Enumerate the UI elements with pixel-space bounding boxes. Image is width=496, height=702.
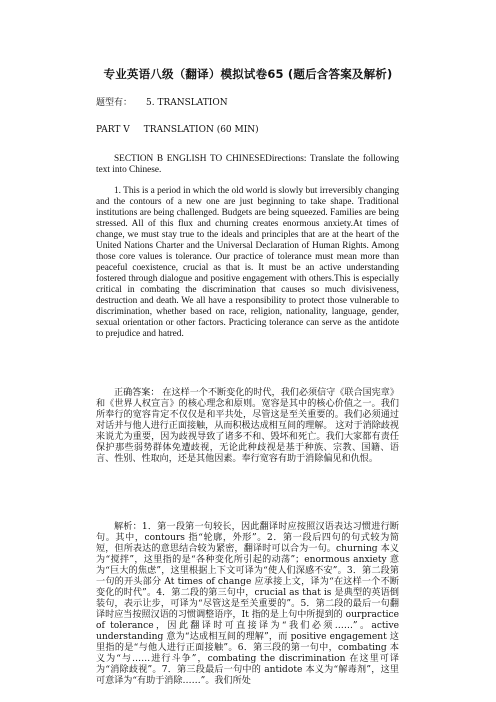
part-value: TRANSLATION (60 MIN) (143, 125, 259, 135)
answer-block (96, 388, 399, 465)
question-type-line (96, 98, 228, 109)
source-text: This is a period in which the old world is slowly but irreversibly changing and the contours of a new one are just beginning to take shape. Traditional institutions are being challenged. Budgets are being squeezed. Families are being stressed. All of this flux and churning creates enormous anxiety.At times of change, we must stay true to the ideals and principles that are at the heart of the United Nations Charter and the Universal Declaration of Human Rights. Among those core values is tolerance. Our practice of tolerance must mean more than peaceful coexistence, crucial as that is. It must be an active understanding fostered through dialogue and positive engagement with others.This is especially critical in combating the discrimination that causes so much divisiveness, destruction and death. We all have a responsibility to protect those vulnerable to discrimination, whether based on race, religion, nationality, language, gender, sexual orientation or other factors. Practicing tolerance can serve as the antidote to prejudice and hatred. (96, 186, 399, 339)
section-directions: SECTION B ENGLISH TO CHINESEDirections: Translate the following text into Chinese. (96, 154, 399, 175)
page-title: 专业英语八级（翻译）模拟试卷65 (题后含答案及解析) (103, 67, 393, 81)
question-type-value: 5. TRANSLATION (146, 98, 228, 108)
question-type-label: 题型有： (96, 98, 133, 108)
part-label: PART V (96, 125, 130, 135)
question-number: 1. (114, 186, 121, 196)
part-heading (96, 125, 259, 136)
answer-label: 正确答案： (114, 388, 160, 398)
source-passage (96, 186, 399, 340)
analysis-block: 解析：1．第一段第一句较长，因此翻译时应按照汉语表达习惯进行断句。其中，contours 指“轮廓，外形”。2．第一段后四句的句式较为简短，但所表达的意思结合较为紧密，翻译时可以合为一句。churning 本义为“搅拌”，这里指的是“各种变化所引起的动荡”；enormous anxiety 意为“巨大的焦虑”，这里根据上下文可译为“使人们深感不安”。3．第二段第一句的开头部分 At times of change 应承接上文，译为“在这样一个不断变化的时代”。4．第二段的第三句中，crucial as that is 是典型的英语倒装句，表示让步，可译为“尽管这是至关重要的”。5．第二段的最后一句翻译时应当按照汉语的习惯调整语序，It 指的是上句中所提到的 ourpractice of tolerance，因此翻译时可直接译为“我们必须……”。active understanding 意为“达成相互间的理解”，而 positive engagement 这里指的是“与他人进行正面接触”。6．第三段的第一句中，combating 本义为“与……进行斗争”，combating the discrimination 在这里可译为“消除歧视”。7．第三段最后一句中的 antidote 本义为“解毒剂”，这里可意译为“有助于消除……”。我们所处 (96, 522, 399, 686)
answer-text: 在这样一个不断变化的时代，我们必须信守《联合国宪章》和《世界人权宣言》的核心理念和原则。宽容是其中的核心价值之一。我们所奉行的宽容肯定不仅仅是和平共处，尽管这是至关重要的。我们必须通过对话并与他人进行正面接触，从而积极达成相互间的理解。 这对于消除歧视来说尤为重要，因为歧视导致了诸多不和、毁坏和死亡。我们大家都有责任保护那些弱势群体免遭歧视，无论此种歧视是基于种族、宗教、国籍、语言、性别、性取向，还是其他因素。奉行宽容有助于消除偏见和仇恨。 (96, 388, 399, 464)
